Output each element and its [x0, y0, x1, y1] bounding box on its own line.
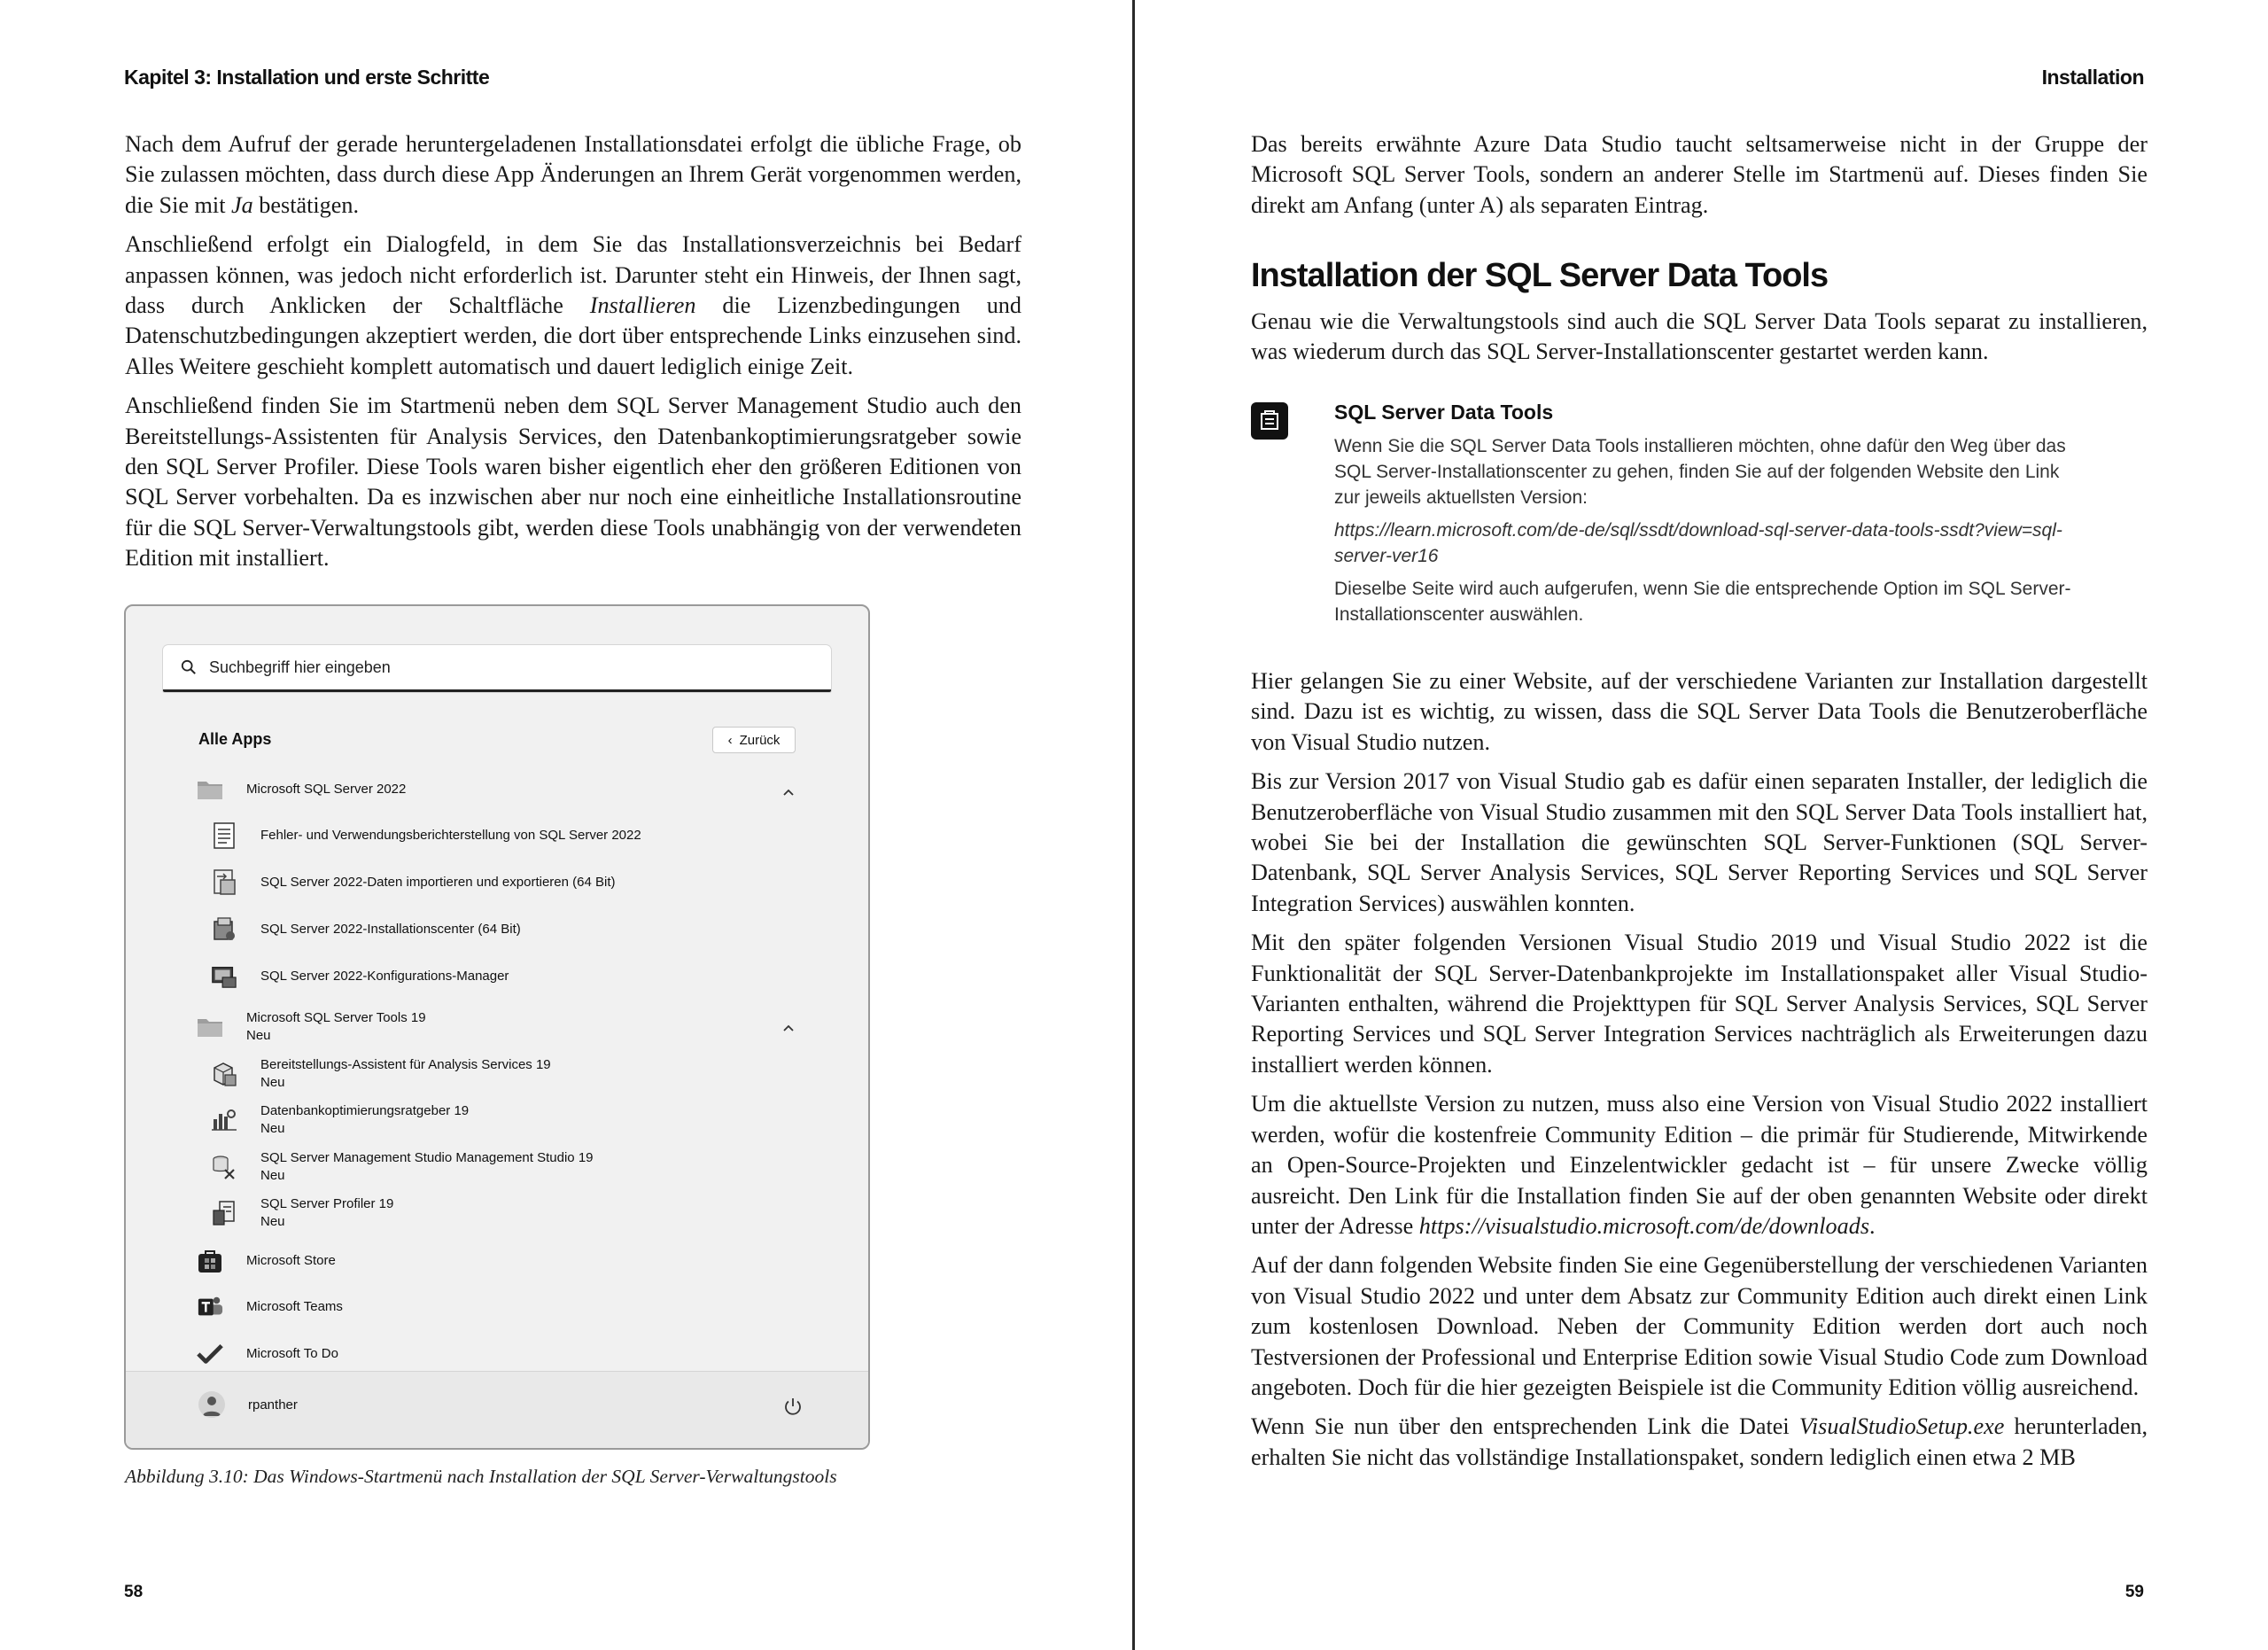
app-folder-sql-server-tools-19[interactable]	[197, 1009, 817, 1045]
app-label: Fehler- und Verwendungsberichterstellung von SQL Server 2022	[260, 828, 641, 843]
figure-caption: Abbildung 3.10: Das Windows-Startmenü nach Installation der SQL Server-Verwaltungstools	[125, 1466, 837, 1487]
app-label	[260, 1056, 551, 1092]
right-page	[1136, 0, 2268, 1650]
paragraph	[1251, 1412, 2148, 1473]
start-menu-footer	[126, 1371, 868, 1448]
paragraph	[125, 230, 1021, 382]
page-number-left: 58	[124, 1583, 144, 1601]
app-item[interactable]	[211, 963, 831, 990]
app-label: Microsoft To Do	[246, 1346, 338, 1361]
paragraph: Mit den später folgenden Versionen Visual Studio 2019 und Visual Studio 2022 ist die Funktionalität der SQL Server-Datenbankprojekte im Installationspaket aller Visual Studio-Varianten enthalten, während die Projekttypen für SQL Server Analysis Services, SQL Server Reporting Services und SQL Server Integration Services nachträglich als Erweiterungen dazu installiert werden können.	[1251, 930, 2148, 1078]
folder-icon	[197, 1014, 223, 1040]
installation-center-icon	[211, 916, 237, 943]
app-label-title: Datenbankoptimierungsratgeber 19	[260, 1103, 470, 1118]
paragraph-text: Anschließend finden Sie im Startmenü neben dem SQL Server Management Studio auch den Bereitstellungs-Assistenten für Analysis Services, den Datenbankoptimierungsratgeber sowie den SQL Server Profiler. Diese Tools waren bisher eigentlich eher den größeren Editionen von SQL Server vorbehalten. Da es inzwischen aber nur noch eine einheitliche Installationsroutine für die SQL Server-Verwaltungstools gibt, werden diese Tools unabhängig von der verwendeten Edition mit installiert.	[125, 393, 1021, 572]
app-label-title: Microsoft SQL Server Tools 19	[246, 1010, 426, 1025]
paragraph: Das bereits erwähnte Azure Data Studio taucht seltsamerweise nicht in der Gruppe der Microsoft SQL Server Tools, sondern an anderer Stelle im Startmenü auf. Dieses finden Sie direkt am Anfang (unter A) als separaten Eintrag.	[1251, 131, 2148, 218]
app-folder-sql-server-2022[interactable]	[197, 776, 817, 803]
todo-icon	[197, 1341, 223, 1367]
chevron-up-icon[interactable]	[781, 785, 796, 799]
section-heading: Installation der SQL Server Data Tools	[1251, 257, 1829, 294]
paragraph	[125, 129, 1021, 221]
note-icon	[1251, 402, 1288, 440]
paragraph-text: Anschließend erfolgt ein Dialogfeld, in dem Sie das Installationsverzeichnis bei Bedarf anpassen können, was jedoch nicht erforderlich ist. Darunter steht ein Hinweis, der Ihnen sagt, dass durch Anklicken der Schaltfläche	[125, 231, 1021, 319]
paragraph-text: bestätigen.	[252, 191, 360, 218]
profiler-icon	[211, 1200, 237, 1226]
book-spine-divider	[1132, 0, 1135, 1650]
url-emphasis: https://visualstudio.microsoft.com/de/downloads	[1418, 1212, 1870, 1239]
back-button-label: Zurück	[739, 732, 781, 748]
management-studio-icon	[211, 1154, 237, 1180]
paragraph-text: Um die aktuellste Version zu nutzen, muss also eine Version von Visual Studio 2022 installiert werden, wofür die kostenfreie Community Edition – die primär für Studierende, Mitwirkende an Open-Source-Projekten und Einzelentwickler gedacht ist – für unsere Zwecke völlig ausreicht. Den Link für die Installation finden Sie auf der oben genannten Website oder direkt unter der Adresse	[1251, 1091, 2148, 1239]
app-item-microsoft-store[interactable]	[197, 1248, 817, 1274]
app-label: Microsoft SQL Server 2022	[246, 782, 407, 797]
app-item[interactable]	[211, 1102, 831, 1138]
app-item-microsoft-teams[interactable]	[197, 1294, 817, 1320]
paragraph	[1251, 1089, 2148, 1241]
deployment-wizard-icon	[211, 1061, 237, 1087]
app-label: Microsoft Teams	[246, 1299, 343, 1314]
right-intro-block	[1251, 129, 2148, 230]
new-badge: Neu	[246, 1028, 271, 1043]
app-label	[246, 1009, 426, 1045]
app-item[interactable]	[211, 822, 831, 849]
app-item[interactable]	[211, 1149, 831, 1185]
left-text-block	[125, 129, 1021, 583]
app-item[interactable]	[211, 1195, 831, 1231]
all-apps-title: Alle Apps	[198, 730, 272, 748]
teams-icon	[197, 1294, 223, 1320]
app-label-title: Bereitstellungs-Assistent für Analysis Services 19	[260, 1057, 551, 1072]
store-icon	[197, 1248, 223, 1274]
app-item-microsoft-to-do[interactable]	[197, 1341, 817, 1367]
paragraph: Genau wie die Verwaltungstools sind auch die SQL Server Data Tools separat zu installieren, was wiederum durch das SQL Server-Installationscenter gestartet werden kann.	[1251, 308, 2148, 365]
note-title: SQL Server Data Tools	[1334, 401, 1554, 424]
app-label: SQL Server 2022-Konfigurations-Manager	[260, 969, 509, 984]
app-label	[260, 1195, 393, 1231]
app-item[interactable]	[211, 916, 831, 943]
start-menu-screenshot	[124, 604, 870, 1450]
search-icon	[181, 659, 197, 675]
configuration-manager-icon	[211, 963, 237, 990]
paragraph: Hier gelangen Sie zu einer Website, auf der verschiedene Varianten zur Installation dargestellt sind. Dazu ist es wichtig, zu wissen, dass die SQL Server Data Tools die Benutzeroberfläche von Visual Studio nutzen.	[1251, 668, 2148, 755]
app-label: SQL Server 2022-Daten importieren und exportieren (64 Bit)	[260, 875, 616, 890]
app-label: Microsoft Store	[246, 1253, 336, 1268]
chevron-up-icon[interactable]	[781, 1021, 796, 1035]
app-label: SQL Server 2022-Installationscenter (64 Bit)	[260, 922, 521, 937]
running-head-left: Kapitel 3: Installation und erste Schritte	[124, 66, 490, 89]
paragraph-text: die Lizenzbedingungen und Datenschutzbedingungen akzeptiert werden, die dort über entsprechende Links einzusehen sind. Alles Weitere geschieht komplett automatisch und dauert lediglich einige Zeit.	[125, 292, 1021, 379]
paragraph: Bis zur Version 2017 von Visual Studio gab es dafür einen separaten Installer, der lediglich die Benutzeroberfläche von Visual Studio zusammen mit den SQL Server Data Tools installiert hat, wobei Sie bei der Installation die gewünschten SQL Server-Funktionen (SQL Server-Datenbank, SQL Server Analysis Services, SQL Server Reporting Services und SQL Server Integration Services) auswählen konnten.	[1251, 768, 2148, 916]
paragraph-text: herunterladen, erhalten Sie nicht das vollständige Installationspaket, sondern lediglich einen etwa 2 MB	[1251, 1413, 2148, 1470]
new-badge: Neu	[260, 1168, 285, 1183]
user-name: rpanther	[248, 1397, 298, 1413]
avatar	[198, 1391, 225, 1418]
right-body-block	[1251, 666, 2148, 1482]
app-item[interactable]	[211, 869, 831, 896]
new-badge: Neu	[260, 1214, 285, 1229]
tuning-advisor-icon	[211, 1107, 237, 1133]
app-label-title: SQL Server Management Studio Management Studio 19	[260, 1150, 594, 1165]
paragraph-emphasis: Ja	[231, 191, 253, 218]
back-button[interactable]	[712, 727, 796, 753]
note-text: Dieselbe Seite wird auch aufgerufen, wenn Sie die entsprechende Option im SQL Server-Installationscenter auswählen.	[1334, 579, 2071, 625]
paragraph-text: Nach dem Aufruf der gerade heruntergeladenen Installationsdatei erfolgt die übliche Frage, ob Sie zulassen möchten, dass durch diese App Änderungen an Ihrem Gerät vorgenommen werden, die Sie mit	[125, 131, 1021, 218]
paragraph-text: Wenn Sie nun über den entsprechenden Link die Datei	[1251, 1413, 1799, 1440]
note-link[interactable]: https://learn.microsoft.com/de-de/sql/ssdt/download-sql-server-data-tools-ssdt?view=sql-server-ver16	[1334, 520, 2062, 566]
search-box[interactable]	[163, 645, 831, 692]
page-number-right: 59	[2124, 1583, 2144, 1601]
paragraph-text: .	[1869, 1212, 1876, 1239]
power-icon[interactable]	[783, 1397, 803, 1416]
user-account[interactable]	[198, 1391, 298, 1418]
new-badge: Neu	[260, 1121, 285, 1136]
left-page	[0, 0, 1132, 1650]
paragraph: Auf der dann folgenden Website finden Sie eine Gegenüberstellung der verschiedenen Varianten von Visual Studio 2022 und unter dem Absatz zur Community Edition auch direkt einen Link zum kostenlosen Download. Neben der Community Edition werden dort auch noch Testversionen der Professional und Enterprise Edition sowie Visual Studio Code zum Download angeboten. Doch für die hier gezeigten Beispiele ist die Community Edition völlig ausreichend.	[1251, 1252, 2148, 1400]
running-head-right: Installation	[2041, 66, 2144, 89]
paragraph-emphasis: Installieren	[589, 292, 696, 319]
section-intro-block	[1251, 307, 2148, 377]
import-export-icon	[211, 869, 237, 896]
app-label	[260, 1149, 594, 1185]
folder-icon	[197, 776, 223, 803]
paragraph	[125, 391, 1021, 573]
app-label	[260, 1102, 469, 1138]
note-content	[1334, 397, 2078, 634]
filename-emphasis: VisualStudioSetup.exe	[1798, 1413, 2005, 1440]
app-label-title: SQL Server Profiler 19	[260, 1196, 394, 1211]
new-badge: Neu	[260, 1075, 285, 1090]
chevron-left-icon: ‹	[727, 732, 733, 748]
search-placeholder: Suchbegriff hier eingeben	[209, 658, 391, 676]
note-text: Wenn Sie die SQL Server Data Tools installieren möchten, ohne dafür den Weg über das SQL Server-Installationscenter zu gehen, finden Sie auf der folgenden Website den Link zur jeweils aktuellsten Version:	[1334, 436, 2066, 508]
report-icon	[211, 822, 237, 849]
app-item[interactable]	[211, 1056, 831, 1092]
